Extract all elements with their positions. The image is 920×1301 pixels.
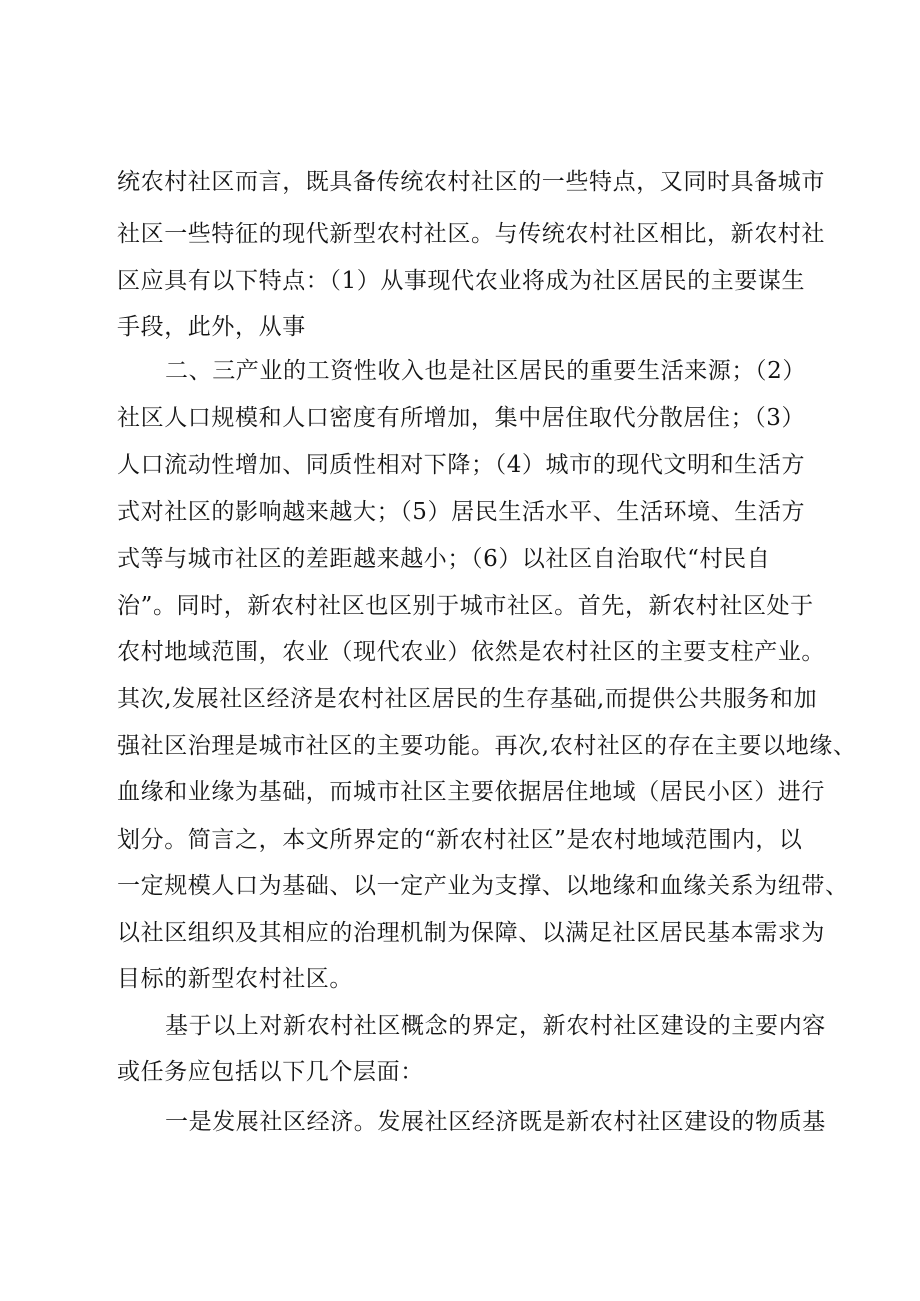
text-line: 其次,发展社区经济是农村社区居民的生存基础,而提供公共服务和加 <box>117 686 818 712</box>
text-line: 统农村社区而言，既具备传统农村社区的一些特点，又同时具备城市 <box>117 169 825 195</box>
text-line: 划分。简言之，本文所界定的“新农村社区”是农村地域范围内，以 <box>117 827 803 853</box>
text-line: 社区人口规模和人口密度有所增加，集中居住取代分散居住；（3） <box>117 405 806 431</box>
text-line: 一定规模人口为基础、以一定产业为支撑、以地缘和血缘关系为纽带、 <box>117 873 849 899</box>
text-line: 血缘和业缘为基础，而城市社区主要依据居住地域（居民小区）进行 <box>117 779 825 805</box>
text-line: 式等与城市社区的差距越来越小；（6）以社区自治取代“村民自 <box>117 546 771 572</box>
text-line: 社区一些特征的现代新型农村社区。与传统农村社区相比，新农村社 <box>117 221 825 247</box>
text-line: 式对社区的影响越来越大；（5）居民生活水平、生活环境、生活方 <box>117 499 806 525</box>
text-line: 强社区治理是城市社区的主要功能。再次,农村社区的存在主要以地缘、 <box>117 733 857 759</box>
text-line: 治”。同时，新农村社区也区别于城市社区。首先，新农村社区处于 <box>117 593 814 619</box>
text-line: 农村地域范围，农业（现代农业）依然是农村社区的主要支柱产业。 <box>117 639 825 665</box>
text-line: 人口流动性增加、同质性相对下降；（4）城市的现代文明和生活方 <box>117 452 806 478</box>
text-line: 区应具有以下特点：（1）从事现代农业将成为社区居民的主要谋生 <box>117 268 806 294</box>
text-line: 以社区组织及其相应的治理机制为保障、以满足社区居民基本需求为 <box>117 920 825 946</box>
text-line: 目标的新型农村社区。 <box>117 966 353 992</box>
text-line: 手段，此外，从事 <box>117 314 306 340</box>
paragraph-start-line: 一是发展社区经济。发展社区经济既是新农村社区建设的物质基 <box>165 1109 826 1135</box>
paragraph-start-line: 二、三产业的工资性收入也是社区居民的重要生活来源；（2） <box>165 358 806 384</box>
text-line: 或任务应包括以下几个层面： <box>117 1059 424 1085</box>
paragraph-start-line: 基于以上对新农村社区概念的界定，新农村社区建设的主要内容 <box>165 1013 826 1039</box>
